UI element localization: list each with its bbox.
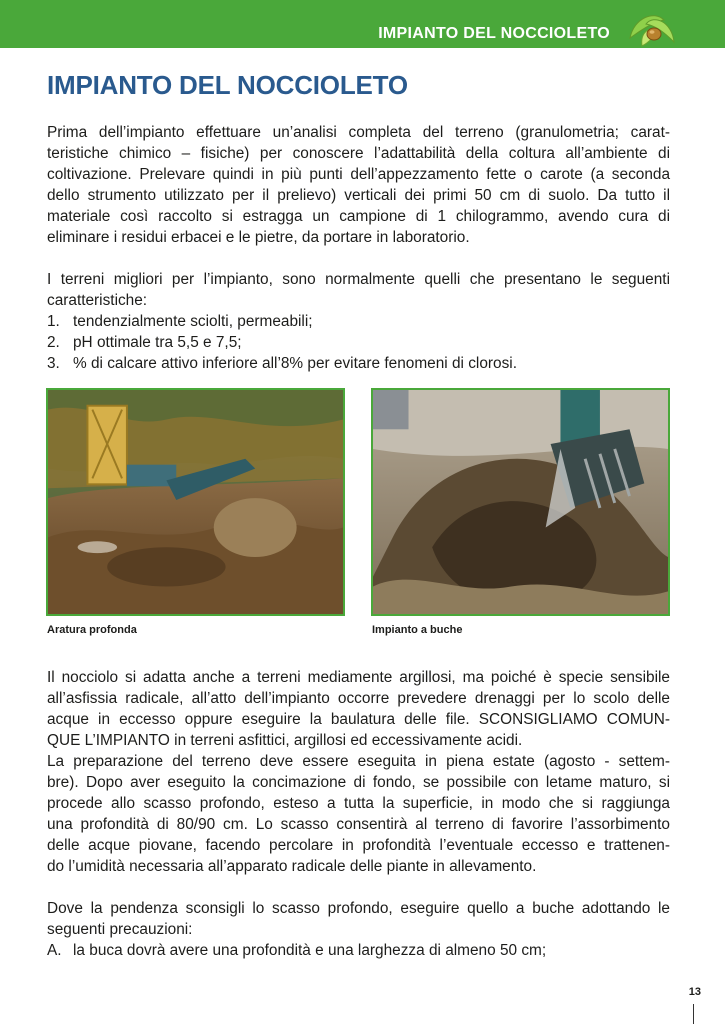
intro-line: teristiche chimico – fisiche) per conoscere l’adattabilità della coltura all’ambiente di [47, 145, 670, 162]
list-item-text: la buca dovrà avere una profondità e una larghezza di almeno 50 cm; [73, 942, 547, 959]
photo-caption: Aratura profonda [47, 624, 137, 636]
photo-hole-planting [371, 388, 670, 616]
intro-line: coltivazione. Prelevare quindi in più punti dell’appezzamento fette o carote (a seconda [47, 166, 670, 183]
terrain-paragraph [47, 269, 670, 311]
list-item [47, 311, 670, 332]
list-item-text: pH ottimale tra 5,5 e 7,5; [73, 334, 242, 351]
header-bar [0, 0, 725, 48]
clay-line: Il nocciolo si adatta anche a terreni mediamente argillosi, ma poiché è specie sensibile [47, 669, 670, 686]
clay-line: acque in eccesso oppure eseguire la baulatura delle file. SCONSIGLIAMO COMUN- [47, 711, 670, 728]
intro-paragraph [47, 122, 670, 248]
clay-line: La preparazione del terreno deve essere eseguita in piena estate (agosto - settem- [47, 753, 670, 770]
hazelnut-leaf-icon [624, 8, 680, 50]
slope-line: seguenti precauzioni: [47, 921, 193, 938]
hole-planting-image [373, 390, 668, 614]
intro-line: materiale così raccolto si estragga un campione di 1 chilogrammo, avendo cura di [47, 208, 670, 225]
intro-line: Prima dell’impianto effettuare un’analisi completa del terreno (granulometria; carat- [47, 124, 670, 141]
list-item-number: 3. [47, 355, 60, 372]
list-item [47, 332, 670, 353]
photo-deep-ploughing [46, 388, 345, 616]
clay-line: bre). Dopo aver eseguito la concimazione di fondo, se possibile con letame maturo, si [47, 774, 670, 791]
slope-list [47, 940, 670, 961]
list-item-text: % di calcare attivo inferiore all’8% per evitare fenomeni di clorosi. [73, 355, 517, 372]
slope-paragraph [47, 898, 670, 940]
clay-line: do l’umidità necessaria all’apparato radicale delle piante in allevamento. [47, 858, 537, 875]
clay-line: QUE L’IMPIANTO in terreni asfittici, argillosi ed eccessivamente acidi. [47, 732, 523, 749]
clay-paragraph [47, 667, 670, 877]
list-item-number: A. [47, 942, 62, 959]
clay-line: all’asfissia radicale, all’atto dell’impianto occorre prevedere drenaggi per lo scolo delle [47, 690, 670, 707]
clay-line: una profondità di 80/90 cm. Lo scasso consentirà al terreno di favorire l’assorbimento [47, 816, 670, 833]
intro-line: dello strumento utilizzato per il prelievo) verticali dei primi 50 cm di suolo. Da tutto il [47, 187, 670, 204]
list-item-text: tendenzialmente sciolti, permeabili; [73, 313, 313, 330]
intro-line: eliminare i residui erbacei e le pietre, da portare in laboratorio. [47, 229, 470, 246]
list-item-number: 1. [47, 313, 60, 330]
terrain-line: I terreni migliori per l’impianto, sono normalmente quelli che presentano le seguenti [47, 271, 670, 288]
list-item [47, 940, 670, 961]
slope-line: Dove la pendenza sconsigli lo scasso profondo, eseguire quello a buche adottando le [47, 900, 670, 917]
clay-line: delle acque piovane, facendo percolare in profondità l’eventuale eccesso e trattenen- [47, 837, 670, 854]
header-section-label: IMPIANTO DEL NOCCIOLETO [378, 25, 610, 42]
list-item [47, 353, 670, 374]
page-number-rule [693, 1004, 694, 1024]
terrain-list [47, 311, 670, 374]
list-item-number: 2. [47, 334, 60, 351]
terrain-line: caratteristiche: [47, 292, 148, 309]
page-number: 13 [688, 986, 701, 998]
deep-ploughing-image [48, 390, 343, 614]
page-title: IMPIANTO DEL NOCCIOLETO [47, 70, 408, 100]
clay-line: procede allo scasso profondo, esteso a tutta la superficie, in modo che si raggiunga [47, 795, 670, 812]
photo-caption: Impianto a buche [372, 624, 463, 636]
